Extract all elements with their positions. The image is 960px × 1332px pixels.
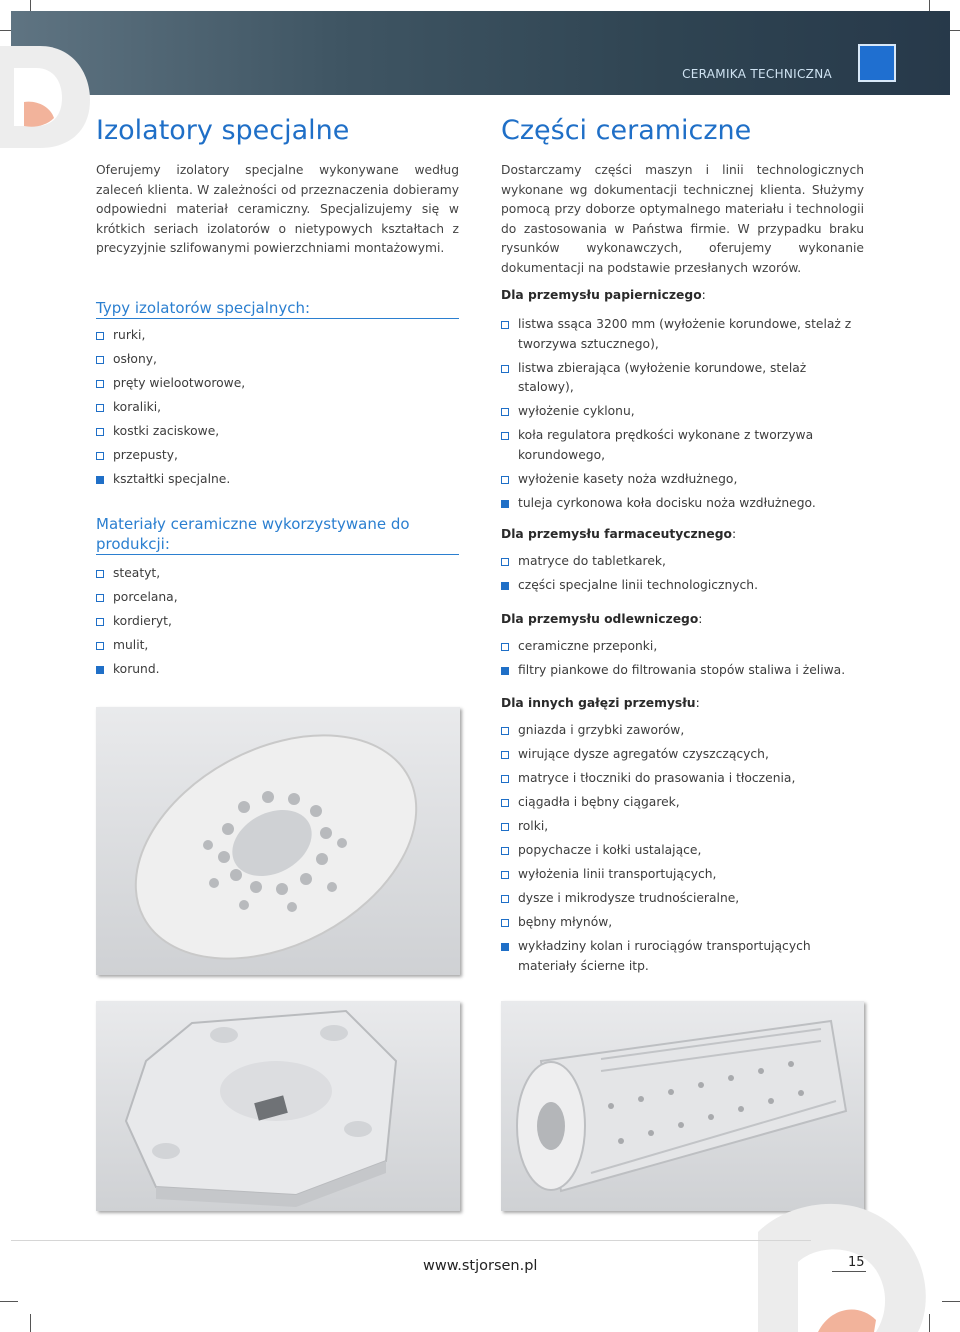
pharma-heading: Dla przemysłu farmaceutycznego: [501, 527, 737, 541]
bullet-icon [501, 476, 509, 484]
page-number-rule [832, 1271, 866, 1272]
list-item: przepusty, [96, 446, 459, 466]
bullet-icon [501, 943, 509, 951]
foundry-heading: Dla przemysłu odlewniczego: [501, 612, 703, 626]
bullet-icon [96, 428, 104, 436]
bullet-icon [501, 847, 509, 855]
crop-mark [0, 1301, 18, 1302]
list-item: osłony, [96, 350, 459, 370]
other-list [501, 721, 864, 981]
list-item: ceramiczne przeponki, [501, 637, 871, 657]
bullet-icon [96, 594, 104, 602]
bullet-icon [501, 321, 509, 329]
bullet-icon [96, 666, 104, 674]
ceramic-roller-image [501, 1001, 864, 1211]
materials-list [96, 564, 459, 684]
bullet-icon [96, 452, 104, 460]
list-item: wirujące dysze agregatów czyszczących, [501, 745, 864, 765]
right-intro: Dostarczamy części maszyn i linii technologicznych wykonane wg dokumentacji technicznej klienta. Służymy pomocą przy doborze optymalnego materiału i technologii do zastosowania w Państwa firmie. W przypadku braku rysunków wykonawczych, oferujemy wykonanie dokumentacji na podstawie przesłanych wzorów. [501, 163, 864, 275]
list-item: matryce do tabletkarek, [501, 552, 864, 572]
types-heading: Typy izolatorów specjalnych: [96, 298, 459, 319]
ceramic-roller-photo [501, 1001, 864, 1211]
list-item: kordieryt, [96, 612, 459, 632]
logo-mark-top [0, 40, 92, 152]
foundry-list [501, 637, 871, 685]
crop-mark [30, 1314, 31, 1332]
bullet-icon [501, 895, 509, 903]
pharma-list [501, 552, 864, 600]
bullet-icon [501, 775, 509, 783]
list-item: tuleja cyrkonowa koła docisku noża wzdłużnego. [501, 494, 864, 514]
list-item: wyłożenia linii transportujących, [501, 865, 864, 885]
bullet-icon [96, 570, 104, 578]
bullet-icon [501, 500, 509, 508]
list-item: pręty wielootworowe, [96, 374, 459, 394]
footer-website-link[interactable]: www.stjorsen.pl [423, 1258, 538, 1274]
ceramic-disc-image [96, 707, 460, 975]
paper-heading: Dla przemysłu papierniczego: [501, 288, 706, 302]
list-item: kostki zaciskowe, [96, 422, 459, 442]
bullet-icon [96, 476, 104, 484]
page-number: 15 [848, 1255, 865, 1270]
list-item: filtry piankowe do filtrowania stopów staliwa i żeliwa. [501, 661, 871, 681]
materials-heading: Materiały ceramiczne wykorzystywane do produkcji: [96, 514, 459, 555]
list-item: porcelana, [96, 588, 459, 608]
list-item: części specjalne linii technologicznych. [501, 576, 864, 596]
right-title: Części ceramiczne [501, 115, 752, 146]
bullet-icon [501, 558, 509, 566]
bullet-icon [501, 919, 509, 927]
list-item: rolki, [501, 817, 864, 837]
list-item: wykładziny kolan i rurociągów transportujących materiały ścierne itp. [501, 937, 864, 976]
ceramic-disc-photo [96, 707, 460, 975]
left-title: Izolatory specjalne [96, 115, 350, 146]
bullet-icon [501, 871, 509, 879]
header-title: CERAMIKA TECHNICZNA [682, 67, 832, 81]
bullet-icon [501, 667, 509, 675]
list-item: koraliki, [96, 398, 459, 418]
list-item: listwa ssąca 3200 mm (wyłożenie korundowe, stelaż z tworzywa sztucznego), [501, 315, 864, 354]
bullet-icon [501, 823, 509, 831]
header-accent-square [858, 44, 896, 82]
paper-list [501, 315, 864, 518]
list-item: wyłożenie cyklonu, [501, 402, 864, 422]
ceramic-plate-photo [96, 1001, 460, 1211]
bullet-icon [501, 727, 509, 735]
list-item: wyłożenie kasety noża wzdłużnego, [501, 470, 864, 490]
bullet-icon [501, 408, 509, 416]
list-item: dysze i mikrodysze trudnościeralne, [501, 889, 864, 909]
list-item: steatyt, [96, 564, 459, 584]
crop-mark [942, 1301, 960, 1302]
bullet-icon [96, 356, 104, 364]
bullet-icon [501, 582, 509, 590]
ceramic-plate-image [96, 1001, 460, 1211]
bullet-icon [501, 432, 509, 440]
left-intro: Oferujemy izolatory specjalne wykonywane według zaleceń klienta. W zależności od przeznaczenia dobieramy odpowiedni materiał ceramiczny. Specjalizujemy się w krótkich seriach izolatorów o nietypowych kształtach z precyzyjnie szlifowanymi powierzchniami montażowymi. [96, 163, 459, 255]
bullet-icon [96, 642, 104, 650]
bullet-icon [501, 643, 509, 651]
list-item: rurki, [96, 326, 459, 346]
list-item: gniazda i grzybki zaworów, [501, 721, 864, 741]
types-list [96, 326, 459, 494]
bullet-icon [501, 365, 509, 373]
list-item: koła regulatora prędkości wykonane z tworzywa korundowego, [501, 426, 864, 465]
list-item: korund. [96, 660, 459, 680]
list-item: mulit, [96, 636, 459, 656]
list-item: popychacze i kołki ustalające, [501, 841, 864, 861]
bullet-icon [96, 404, 104, 412]
bullet-icon [96, 332, 104, 340]
list-item: ciągadła i bębny ciągarek, [501, 793, 864, 813]
list-item: matryce i tłoczniki do prasowania i tłoczenia, [501, 769, 864, 789]
bullet-icon [501, 799, 509, 807]
footer-divider [11, 1240, 811, 1241]
other-heading: Dla innych gałęzi przemysłu: [501, 696, 700, 710]
bullet-icon [501, 751, 509, 759]
list-item: kształtki specjalne. [96, 470, 459, 490]
list-item: bębny młynów, [501, 913, 864, 933]
bullet-icon [96, 618, 104, 626]
list-item: listwa zbierająca (wyłożenie korundowe, stelaż stalowy), [501, 359, 864, 398]
bullet-icon [96, 380, 104, 388]
header-band [11, 11, 950, 95]
